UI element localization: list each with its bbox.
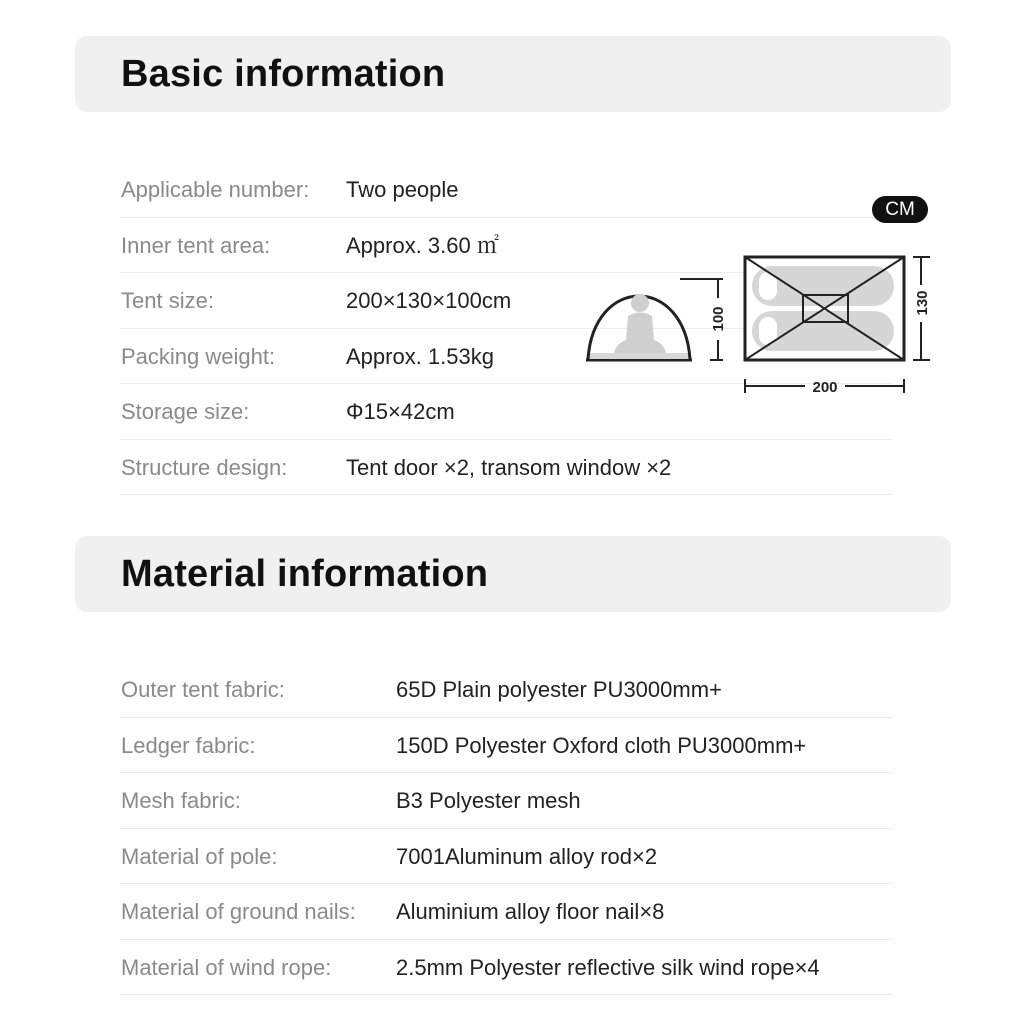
row-label: Packing weight: xyxy=(121,343,276,369)
table-row xyxy=(120,829,892,885)
basic-info-header xyxy=(75,36,951,112)
row-label: Mesh fabric: xyxy=(121,788,241,813)
row-label: Inner tent area: xyxy=(121,232,271,258)
row-value: 65D Plain polyester PU3000mm+ xyxy=(396,677,722,702)
table-row xyxy=(120,940,892,996)
row-value: 2.5mm Polyester reflective silk wind rope×4 xyxy=(396,954,820,980)
row-value: Approx. 3.60 ㎡ xyxy=(346,232,499,258)
height-dimension xyxy=(680,279,727,360)
row-value: Approx. 1.53kg xyxy=(346,343,494,369)
length-label: 200 xyxy=(812,379,838,396)
row-label: Material of pole: xyxy=(121,843,278,869)
row-value: 200×130×100cm xyxy=(346,288,512,313)
table-row xyxy=(120,718,892,774)
material-info-header xyxy=(75,536,951,612)
person-icon xyxy=(614,294,666,353)
tent-drawing xyxy=(578,190,938,410)
length-dimension xyxy=(745,379,904,396)
basic-info-title: Basic information xyxy=(121,53,446,95)
row-value: 7001Aluminum alloy rod×2 xyxy=(396,843,658,869)
row-value: Tent door ×2, transom window ×2 xyxy=(346,454,672,480)
row-label: Applicable number: xyxy=(121,177,310,202)
row-label: Outer tent fabric: xyxy=(121,677,285,702)
material-info-table xyxy=(120,662,892,995)
tent-top-view xyxy=(745,257,904,360)
tent-dimension-diagram xyxy=(578,190,938,410)
table-row xyxy=(120,773,892,829)
unit-badge: CM xyxy=(872,196,928,223)
height-label: 100 xyxy=(710,306,727,332)
row-value: Φ15×42cm xyxy=(346,399,455,424)
table-row xyxy=(120,440,892,496)
table-row xyxy=(120,884,892,940)
row-label: Ledger fabric: xyxy=(121,732,256,758)
row-label: Storage size: xyxy=(121,399,250,424)
table-row xyxy=(120,662,892,718)
material-info-title: Material information xyxy=(121,553,489,595)
row-label: Material of ground nails: xyxy=(121,899,356,924)
row-value: Aluminium alloy floor nail×8 xyxy=(396,899,665,924)
width-dimension xyxy=(913,257,931,360)
row-label: Tent size: xyxy=(121,288,214,313)
row-label: Structure design: xyxy=(121,454,288,480)
row-label: Material of wind rope: xyxy=(121,954,332,980)
width-label: 130 xyxy=(914,290,931,316)
row-value: B3 Polyester mesh xyxy=(396,788,581,813)
row-value: 150D Polyester Oxford cloth PU3000mm+ xyxy=(396,732,807,758)
row-value: Two people xyxy=(346,177,459,202)
tent-side-view xyxy=(586,294,692,360)
